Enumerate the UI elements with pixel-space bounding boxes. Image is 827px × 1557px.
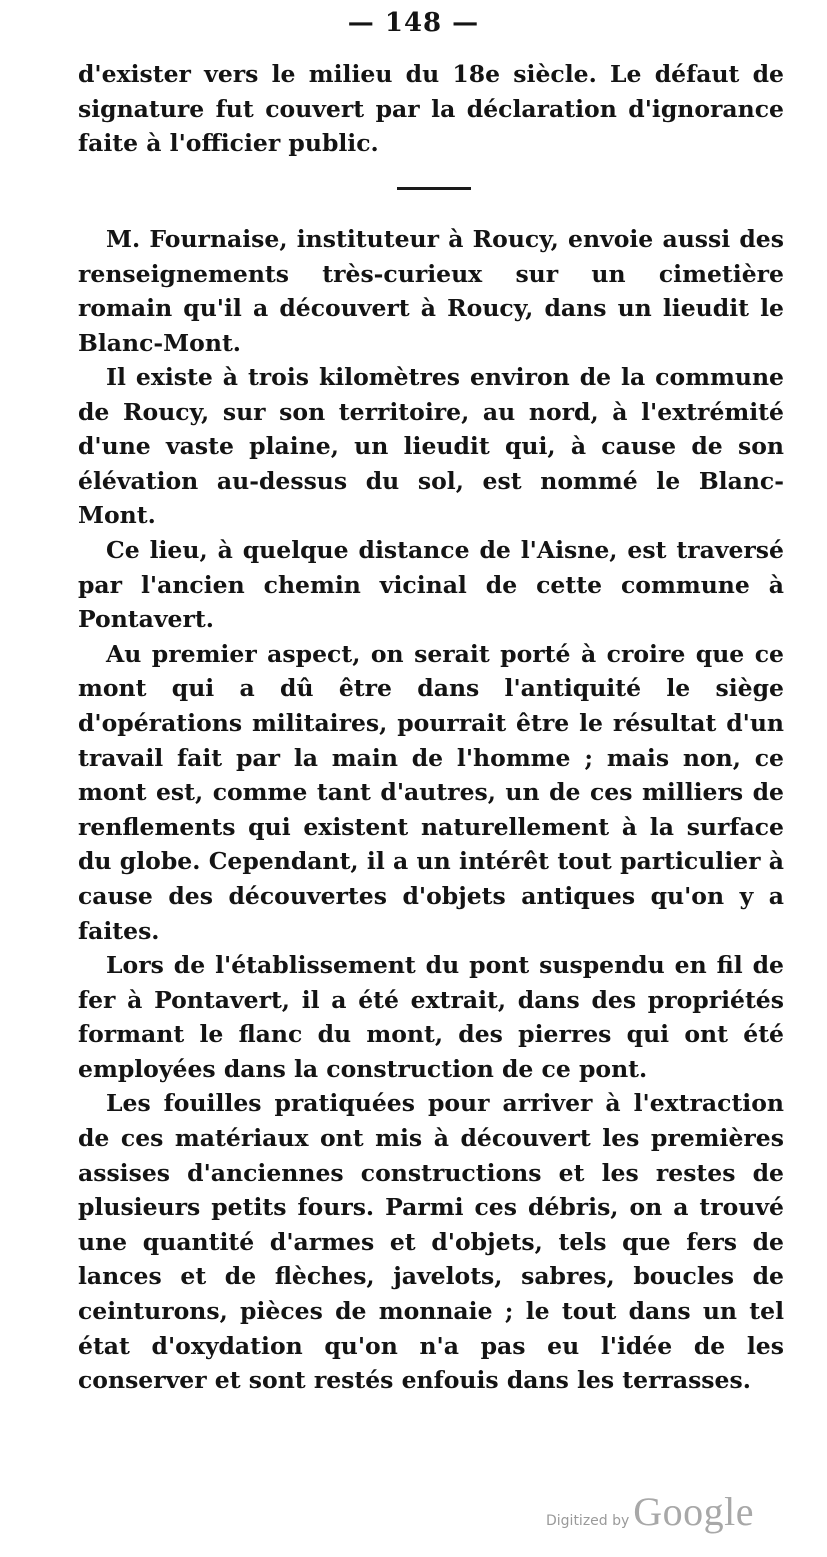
paragraph-continuation — [78, 57, 784, 161]
google-logo: Google — [633, 1489, 755, 1534]
body-section — [78, 360, 784, 1398]
page-number: — 148 — — [347, 8, 480, 38]
body-paragraph: Ce lieu, à quelque distance de l'Aisne, est traversé par l'ancien chemin vicinal de cette commune à Pontavert. — [78, 535, 784, 634]
body-paragraph: Au premier aspect, on serait porté à croire que ce mont qui a dû être dans l'antiquité le siège d'opérations militaires, pourrait être le résultat d'un travail fait par la main de l'homme ; mais non, ce mont est, comme tant d'autres, un de ces milliers de renflements qui existent naturellement à la surface du globe. Cependant, il a un intérêt tout particulier à cause des découvertes d'objets antiques qu'on y a faites. — [78, 639, 784, 945]
watermark-prefix: Digitized by — [546, 1513, 630, 1529]
paragraph-text: M. Fournaise, instituteur à Roucy, envoie aussi des renseignements très-curieux sur un cimetière romain qu'il a découvert à Roucy, dans un lieudit le Blanc-Mont. — [78, 225, 784, 357]
digitized-watermark — [546, 1488, 754, 1535]
paragraph-intro — [78, 222, 784, 360]
body-paragraph: Les fouilles pratiquées pour arriver à l'extraction de ces matériaux ont mis à découvert les premières assises d'anciennes constructions et les restes de plusieurs petits fours. Parmi ces débris, on a trouvé une quantité d'armes et d'objets, tels que fers de lances et de flèches, javelots, sabres, boucles de ceinturons, pièces de monnaie ; le tout dans un tel état d'oxydation qu'on n'a pas eu l'idée de les conserver et sont restés enfouis dans les terrasses. — [78, 1089, 784, 1395]
body-paragraph: Lors de l'établissement du pont suspendu en fil de fer à Pontavert, il a été extrait, dans des propriétés formant le flanc du mont, des pierres qui ont été employées dans la construction de ce pont. — [78, 951, 784, 1083]
body-paragraph: Il existe à trois kilomètres environ de la commune de Roucy, sur son territoire, au nord, à l'extrémité d'une vaste plaine, un lieudit qui, à cause de son élévation au-dessus du sol, est nommé le Blanc-Mont. — [78, 363, 784, 530]
paragraph-text: d'exister vers le milieu du 18e siècle. Le défaut de signature fut couvert par la déclaration d'ignorance faite à l'officier public. — [78, 60, 784, 158]
section-divider — [397, 187, 471, 190]
